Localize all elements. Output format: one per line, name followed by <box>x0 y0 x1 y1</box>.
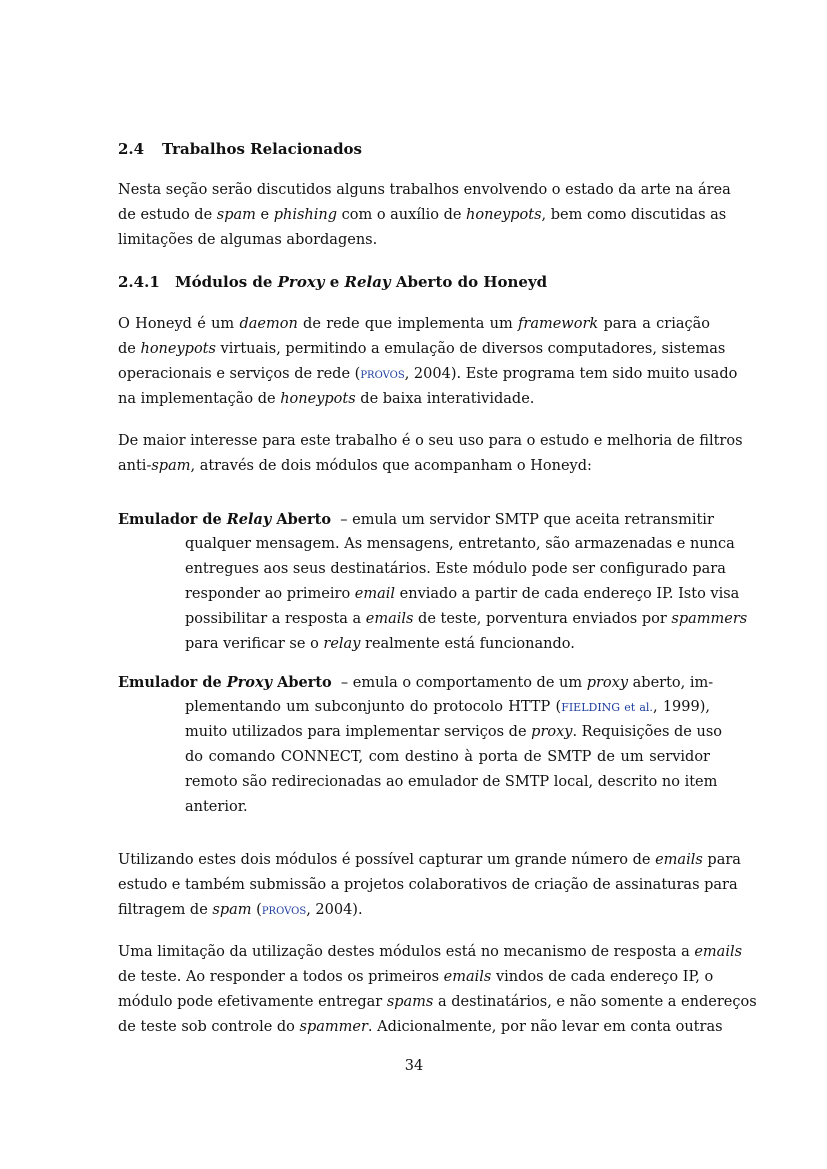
citation-provos[interactable]: provos <box>261 902 307 918</box>
text-line: muito utilizados para implementar serviços de proxy. Requisições de uso <box>185 724 722 740</box>
text-line: anti-spam, através de dois módulos que acompanham o Honeyd: <box>118 458 592 474</box>
paragraph-honeyd <box>118 312 738 412</box>
text-line: qualquer mensagem. As mensagens, entretanto, são armazenadas e nunca <box>185 536 735 552</box>
citation-fielding[interactable]: FIELDING et al. <box>561 701 653 714</box>
subsection-number: 2.4.1 <box>118 273 160 291</box>
text-line: para verificar se o relay realmente está funcionando. <box>185 636 575 652</box>
text-line: Emulador de Relay Aberto – emula um servidor SMTP que aceita retransmitir <box>118 511 714 528</box>
description-item-relay <box>118 507 748 657</box>
text-line: Uma limitação da utilização destes módulos está no mecanismo de resposta a emails <box>118 944 743 960</box>
text-line: anterior. <box>185 799 248 815</box>
section-title: Trabalhos Relacionados <box>162 140 363 158</box>
text-line: remoto são redirecionadas ao emulador de SMTP local, descrito no item <box>185 774 718 790</box>
paragraph-limitation <box>118 940 757 1040</box>
text-line: limitações de algumas abordagens. <box>118 232 378 248</box>
text-line: módulo pode efetivamente entregar spams a destinatários, e não somente a endereços <box>118 994 757 1010</box>
text-line: responder ao primeiro email enviado a partir de cada endereço IP. Isto visa <box>185 586 740 602</box>
text-line: entregues aos seus destinatários. Este módulo pode ser configurado para <box>185 561 726 577</box>
text-line: operacionais e serviços de rede (provos, 2004). Este programa tem sido muito usado <box>118 366 738 382</box>
subsection-heading <box>118 273 710 291</box>
text-line: de estudo de spam e phishing com o auxílio de honeypots, bem como discutidas as <box>118 207 727 223</box>
page-number: 34 <box>404 1058 424 1074</box>
citation-provos[interactable]: provos <box>360 366 405 382</box>
text-line: estudo e também submissão a projetos colaborativos de criação de assinaturas para <box>118 877 738 893</box>
text-line: de teste. Ao responder a todos os primeiros emails vindos de cada endereço IP, o <box>118 969 714 985</box>
text-line: De maior interesse para este trabalho é o seu uso para o estudo e melhoria de filtros <box>118 433 743 449</box>
section-number: 2.4 <box>118 140 145 158</box>
text-line: Nesta seção serão discutidos alguns trabalhos envolvendo o estado da arte na área <box>118 182 731 198</box>
text-line: filtragem de spam (provos, 2004). <box>118 902 363 918</box>
paragraph-usage <box>118 848 741 923</box>
text-line: de honeypots virtuais, permitindo a emulação de diversos computadores, sistemas <box>118 341 726 357</box>
paragraph-modules-intro <box>118 429 743 479</box>
text-line: na implementação de honeypots de baixa interatividade. <box>118 391 535 407</box>
document-page <box>118 0 757 1169</box>
text-line: de teste sob controle do spammer. Adicionalmente, por não levar em conta outras <box>118 1019 723 1035</box>
text-line: do comando CONNECT, com destino à porta de SMTP de um servidor <box>185 749 710 765</box>
text-line: O Honeyd é um daemon de rede que implementa um framework para a criação <box>118 316 710 332</box>
text-line: possibilitar a resposta a emails de teste, porventura enviados por spammers <box>185 611 748 627</box>
intro-paragraph <box>118 178 731 253</box>
section-heading <box>118 140 710 158</box>
item-term: Emulador de Proxy Aberto <box>118 674 332 691</box>
subsection-title: Módulos de Proxy e Relay Aberto do Honeyd <box>175 273 548 291</box>
text-line: plementando um subconjunto do protocolo HTTP (FIELDING et al., 1999), <box>185 699 711 715</box>
description-item-proxy <box>118 670 722 820</box>
text-line: Emulador de Proxy Aberto – emula o comportamento de um proxy aberto, im- <box>118 674 714 691</box>
text-line: Utilizando estes dois módulos é possível capturar um grande número de emails para <box>118 852 741 868</box>
item-term: Emulador de Relay Aberto <box>118 511 332 528</box>
